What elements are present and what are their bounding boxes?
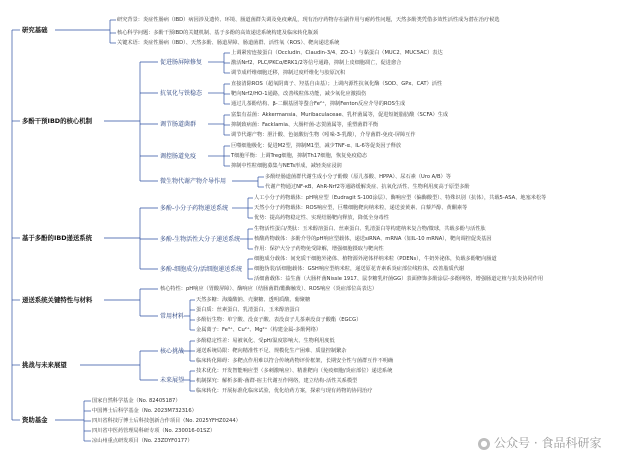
fund-5: 凉山州重点研发项目（No. 23ZDYF0177） [92, 438, 193, 444]
small-mol-leaf-3: 优势：提高药物稳定性、实现结肠靶向释放，降低全身毒性 [254, 215, 389, 221]
antiox-leaf-2: 靶向Nrf2/HO-1通路，改善线粒体功能，减少氧化应激损伤 [231, 91, 367, 97]
branch-research-basis: 研究基础 [22, 26, 48, 34]
outlook-leaf-3: 临床转化：开展标准化临床试验，优化给药方案，探索与现有药物的协同治疗 [196, 388, 373, 394]
fund-3: 四川省科技厅博士后科技创新合作项目（No. 2025YFHZ0244） [92, 418, 241, 424]
common-materials: 常用材料 [160, 313, 185, 320]
antiox-leaf-3: 通过儿茶酚结构、β-二酮基团等螯合Fe²⁺，抑制Fenton反应介导的ROS生成 [231, 101, 406, 107]
materials-leaf-2: 蛋白质：丝素蛋白、乳清蛋白、玉米醇溶蛋白 [196, 307, 300, 313]
research-background: 研究背景：炎症性肠病（IBD）病因涉及遗传、环境、肠道菌群失调及免疫紊乱，现有治疗药物存在副作用与耐药性问题，天然多酚类凭借多效性活性成为潜在治疗候选 [117, 17, 500, 23]
branch-key-properties: 递送系统关键特性与材料 [22, 296, 93, 304]
outlook-leaf-2: 机制探究：解析多酚-菌群-宿主代谢互作网络，建立结构-活性关系模型 [196, 378, 358, 384]
barrier-leaf-1: 上调紧密连接蛋白（Occludin、Claudin-3/4、ZO-1）与黏蛋白（MUC2、MUC5AC）表达 [231, 50, 443, 56]
mech-metabolites: 微生物代谢产物介导作用 [160, 178, 227, 185]
antiox-leaf-1: 直接清除ROS（超氧阴离子、羟基自由基）；上调内源性抗氧化酶（SOD、GPx、CAT）活性 [231, 81, 443, 87]
key-terms: 关键术语：炎症性肠病（IBD）、天然多酚、肠道屏障、肠道菌群、活性氧（ROS）、靶向递送系统 [117, 40, 340, 46]
delivery-macromolecule: 多酚-生物活性大分子递送系统 [160, 236, 241, 243]
fund-1: 国家自然科学基金（No. 82405187） [92, 398, 181, 404]
watermark [478, 434, 601, 451]
fund-4: 四川省中医药管理局科研专项（No. 230016-01SZ） [92, 428, 216, 434]
macro-leaf-1: 生物活性蛋白/类肽：玉米醇溶蛋白、丝素蛋白、乳清蛋白等构建纳米复合物/微球，共载多酚与活性肽 [254, 226, 486, 232]
macro-leaf-3: 作用：保护大分子药物免受降解，增强细胞摄取与靶向性 [254, 246, 384, 252]
microbiota-leaf-1: 富集有益菌：Akkermansia、Muribaculaceae、乳杆菌属等，促进短链脂肪酸（SCFA）生成 [231, 112, 449, 118]
cell-leaf-2: 细胞伪装/活细胞载体：GSH响应型纳米粒，递送原花青素系炎症部位线粒体，改善脂质代谢 [254, 266, 465, 272]
challenge-leaf-3: 临床转化障碍：多靶点作用难以符合传统药物评价框架，长期安全性与菌群互作不明确 [196, 358, 394, 364]
metabolite-leaf-2: 代谢产物通过NF-κB、AhR-Nrf2等通路缓解炎症、抗氧化活性、生物利用度高于原型多酚 [265, 184, 470, 190]
fund-2: 中国博士后科学基金（No. 2023M732316） [92, 408, 197, 414]
mech-antioxidant: 抗氧化与铁稳态 [160, 90, 203, 97]
challenge-leaf-2: 递送系统局限：靶向精准性不足、规模化生产困难、质量控制繁杂 [196, 348, 347, 354]
outlook-leaf-1: 技术优化：开发智能响应型（多刺激响应）、精准靶向（免疫细胞/炎症部位）递送系统 [196, 368, 393, 374]
core-question: 核心科学问题：多酚干预IBD的关键机制、基于多酚的高效递送系统构建及临床转化瓶颈 [117, 30, 319, 36]
mech-barrier-repair: 促进肠屏障修复 [160, 59, 203, 66]
delivery-cell-based: 多酚-细胞成分/活细胞递送系统 [160, 266, 243, 273]
wechat-bubble-icon: ● [478, 438, 490, 450]
mech-microbiota: 调节肠道菌群 [160, 121, 197, 128]
cell-leaf-3: 活细菌载体：益生菌（大肠杆菌Nissle 1917、鼠李糖乳杆菌GG）表面修饰多酚涂层-多酚网络，增强肠道定植与抗炎协同作用 [254, 276, 544, 282]
immune-leaf-1: 巨噬细胞极化：促进M2型，抑制M1型，减少TNF-α、IL-6等促炎因子释放 [231, 143, 402, 149]
immune-leaf-3: 抑制中性粒细胞募集与NETs形成，减轻炎症浸润 [231, 163, 342, 169]
branch-funding: 资助基金 [22, 416, 48, 424]
watermark-text: 公众号 · 食品科研家 [494, 436, 602, 450]
branch-challenges: 挑战与未来展望 [22, 361, 67, 369]
core-challenges: 核心挑战 [160, 348, 185, 355]
branch-delivery-systems: 基于多酚的IBD递送系统 [22, 234, 93, 242]
small-mol-leaf-2: 天然小分子药物载体：ROS响应型，巨噬细胞靶向纳米粒，递送姜黄素、白藜芦醇、黄酮素等 [254, 205, 468, 211]
microbiota-leaf-2: 抑制致病菌：Facklamia、大肠杆菌-志贺菌属等，重塑菌群平衡 [231, 122, 379, 128]
metabolite-leaf-1: 多酚经肠道菌群代谢生成小分子酚酸（原儿茶酸、HPPA）、尿石素（Uro A/B）等 [265, 174, 451, 180]
small-mol-leaf-1: 人工小分子药物载体：pH响应型（Eudragit S-100涂层）、酶响应型（偏酶酸型）、特殊识别（抗体），共载5-ASA、地塞米松等 [254, 195, 547, 201]
branch-core-mechanisms: 多酚干预IBD的核心机制 [22, 117, 93, 125]
immune-leaf-2: T细胞平衡：上调Treg细胞，抑制Th17细胞，恢复免疫稳态 [231, 153, 368, 159]
microbiota-leaf-3: 调节代谢产物：胆汁酸、色氨酸衍生物（吲哚-3-乳酸），介导菌群-免疫-屏障互作 [231, 132, 416, 138]
barrier-leaf-2: 激活Nrf2、PLC/PKCα/ERK1/2等信号通路，抑制上皮细胞凋亡，促进愈合 [231, 60, 402, 66]
cell-leaf-1: 细胞成分载体：间充质干细胞外泌体、植物源外泌体样纳米粒（PDENs），牛奶外泌体，负载多酚靶向肠道 [254, 256, 497, 262]
future-outlook: 未来展望 [160, 377, 185, 384]
mech-immune: 调控肠道免疫 [160, 153, 197, 160]
challenge-leaf-1: 多酚稳定性差：易被氧化、受pH/温度影响大、生物利用度低 [196, 338, 335, 344]
macro-leaf-2: 核酸药物载体：多酚介导的pH响应型载体，递送siRNA、mRNA（如IL-10 mRNA），靶向调控促炎基因 [254, 236, 492, 242]
materials-leaf-1: 天然多糖：海藻酸钠、壳聚糖、透明质酸、葡聚糖 [196, 297, 311, 303]
barrier-leaf-3: 调节成纤维细胞迁移，抑制过度纤维化与胶原沉积 [231, 70, 346, 76]
delivery-small-molecule: 多酚-小分子药物递送系统 [160, 205, 229, 212]
core-properties-line: 核心特性：pH响应（胃酸屏障）、酶响应（结肠菌群/酯酶触发）、ROS响应（炎症部位高表达） [160, 286, 378, 292]
materials-leaf-4: 金属离子：Fe³⁺、Cu²⁺、Mg²⁺（构建金属-多酚网络） [196, 327, 322, 333]
materials-leaf-3: 多酚衍生物：单宁酸、没食子酸、表没食子儿茶素没食子酸酯（EGCG） [196, 317, 362, 323]
